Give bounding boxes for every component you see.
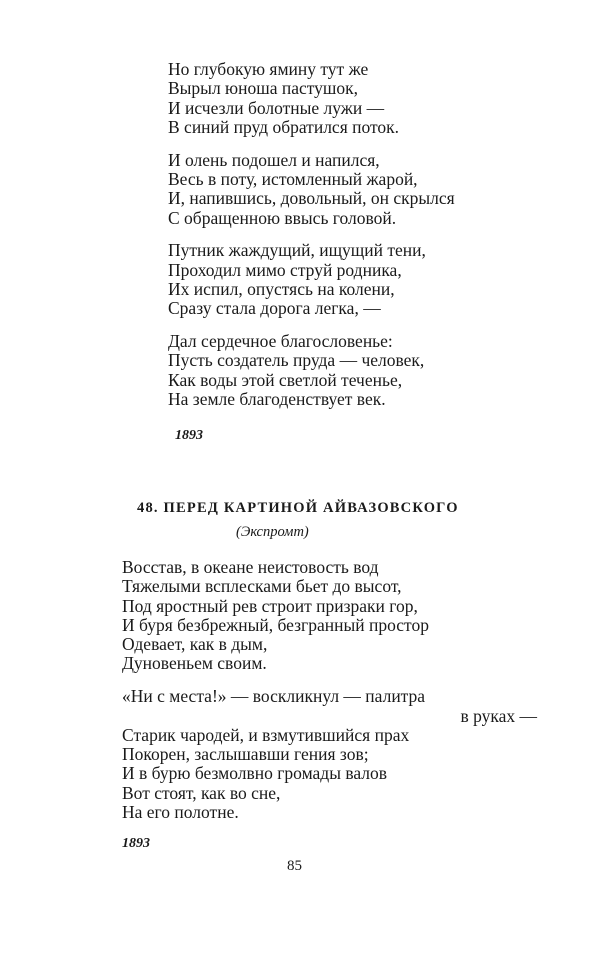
verse-line: На его полотне.: [122, 802, 239, 823]
verse-line: Их испил, опустясь на колени,: [168, 278, 395, 299]
verse-line: Сразу стала дорога легка, —: [168, 298, 381, 319]
verse-line: На земле благоденствует век.: [168, 388, 386, 409]
stanza: [168, 241, 455, 318]
verse-line: И исчезли болотные лужи —: [168, 97, 385, 118]
verse-line: «Ни с места!» — воскликнул — палитра: [122, 686, 426, 707]
verse-line: Как воды этой светлой теченье,: [168, 369, 403, 390]
poem-1-year: 1893: [175, 428, 203, 443]
stanza: [168, 332, 455, 409]
stanza: [168, 151, 455, 228]
verse-line: И, напившись, довольный, он скрылся: [168, 188, 455, 209]
verse-line: Дуновеньем своим.: [122, 653, 267, 674]
verse-line: Старик чародей, и взмутившийся прах: [122, 724, 410, 745]
verse-line: И буря безбрежный, безгранный простор: [122, 614, 429, 635]
verse-line: С обращенною ввысь головой.: [168, 207, 397, 228]
poem-2-year: 1893: [122, 836, 150, 851]
verse-line: Восстав, в океане неистовость вод: [122, 557, 379, 577]
poem-2-title: 48. ПЕРЕД КАРТИНОЙ АЙВАЗОВСКОГО: [137, 500, 459, 516]
verse-line: Покорен, заслышавши гения зов;: [122, 744, 369, 765]
verse-line: Проходил мимо струй родника,: [168, 259, 402, 280]
verse-line: И в бурю безмолвно громады валов: [122, 763, 388, 784]
verse-line-continuation: в руках —: [460, 705, 537, 726]
verse-line: Тяжелыми всплесками бьет до высот,: [122, 576, 402, 597]
verse-line: Вот стоят, как во сне,: [122, 782, 281, 803]
poem-1: [168, 60, 455, 423]
poem-2: [122, 558, 537, 822]
verse-line: Путник жаждущий, ищущий тени,: [168, 240, 426, 261]
verse-line: И олень подошел и напился,: [168, 149, 380, 170]
verse-line: Пусть создатель пруда — человек,: [168, 350, 425, 371]
verse-line: Под яростный рев строит призраки гор,: [122, 595, 418, 616]
page-number: 85: [287, 858, 302, 874]
stanza: [168, 60, 455, 137]
verse-line: Вырыл юноша пастушок,: [168, 78, 359, 99]
verse-line: Одевает, как в дым,: [122, 634, 268, 655]
verse-line: Но глубокую ямину тут же: [168, 59, 369, 79]
verse-line: В синий пруд обратился поток.: [168, 116, 400, 137]
verse-line: Весь в поту, истомленный жарой,: [168, 168, 418, 189]
poem-2-subtitle: (Экспромт): [236, 524, 309, 540]
verse-line: Дал сердечное благословенье:: [168, 331, 393, 352]
